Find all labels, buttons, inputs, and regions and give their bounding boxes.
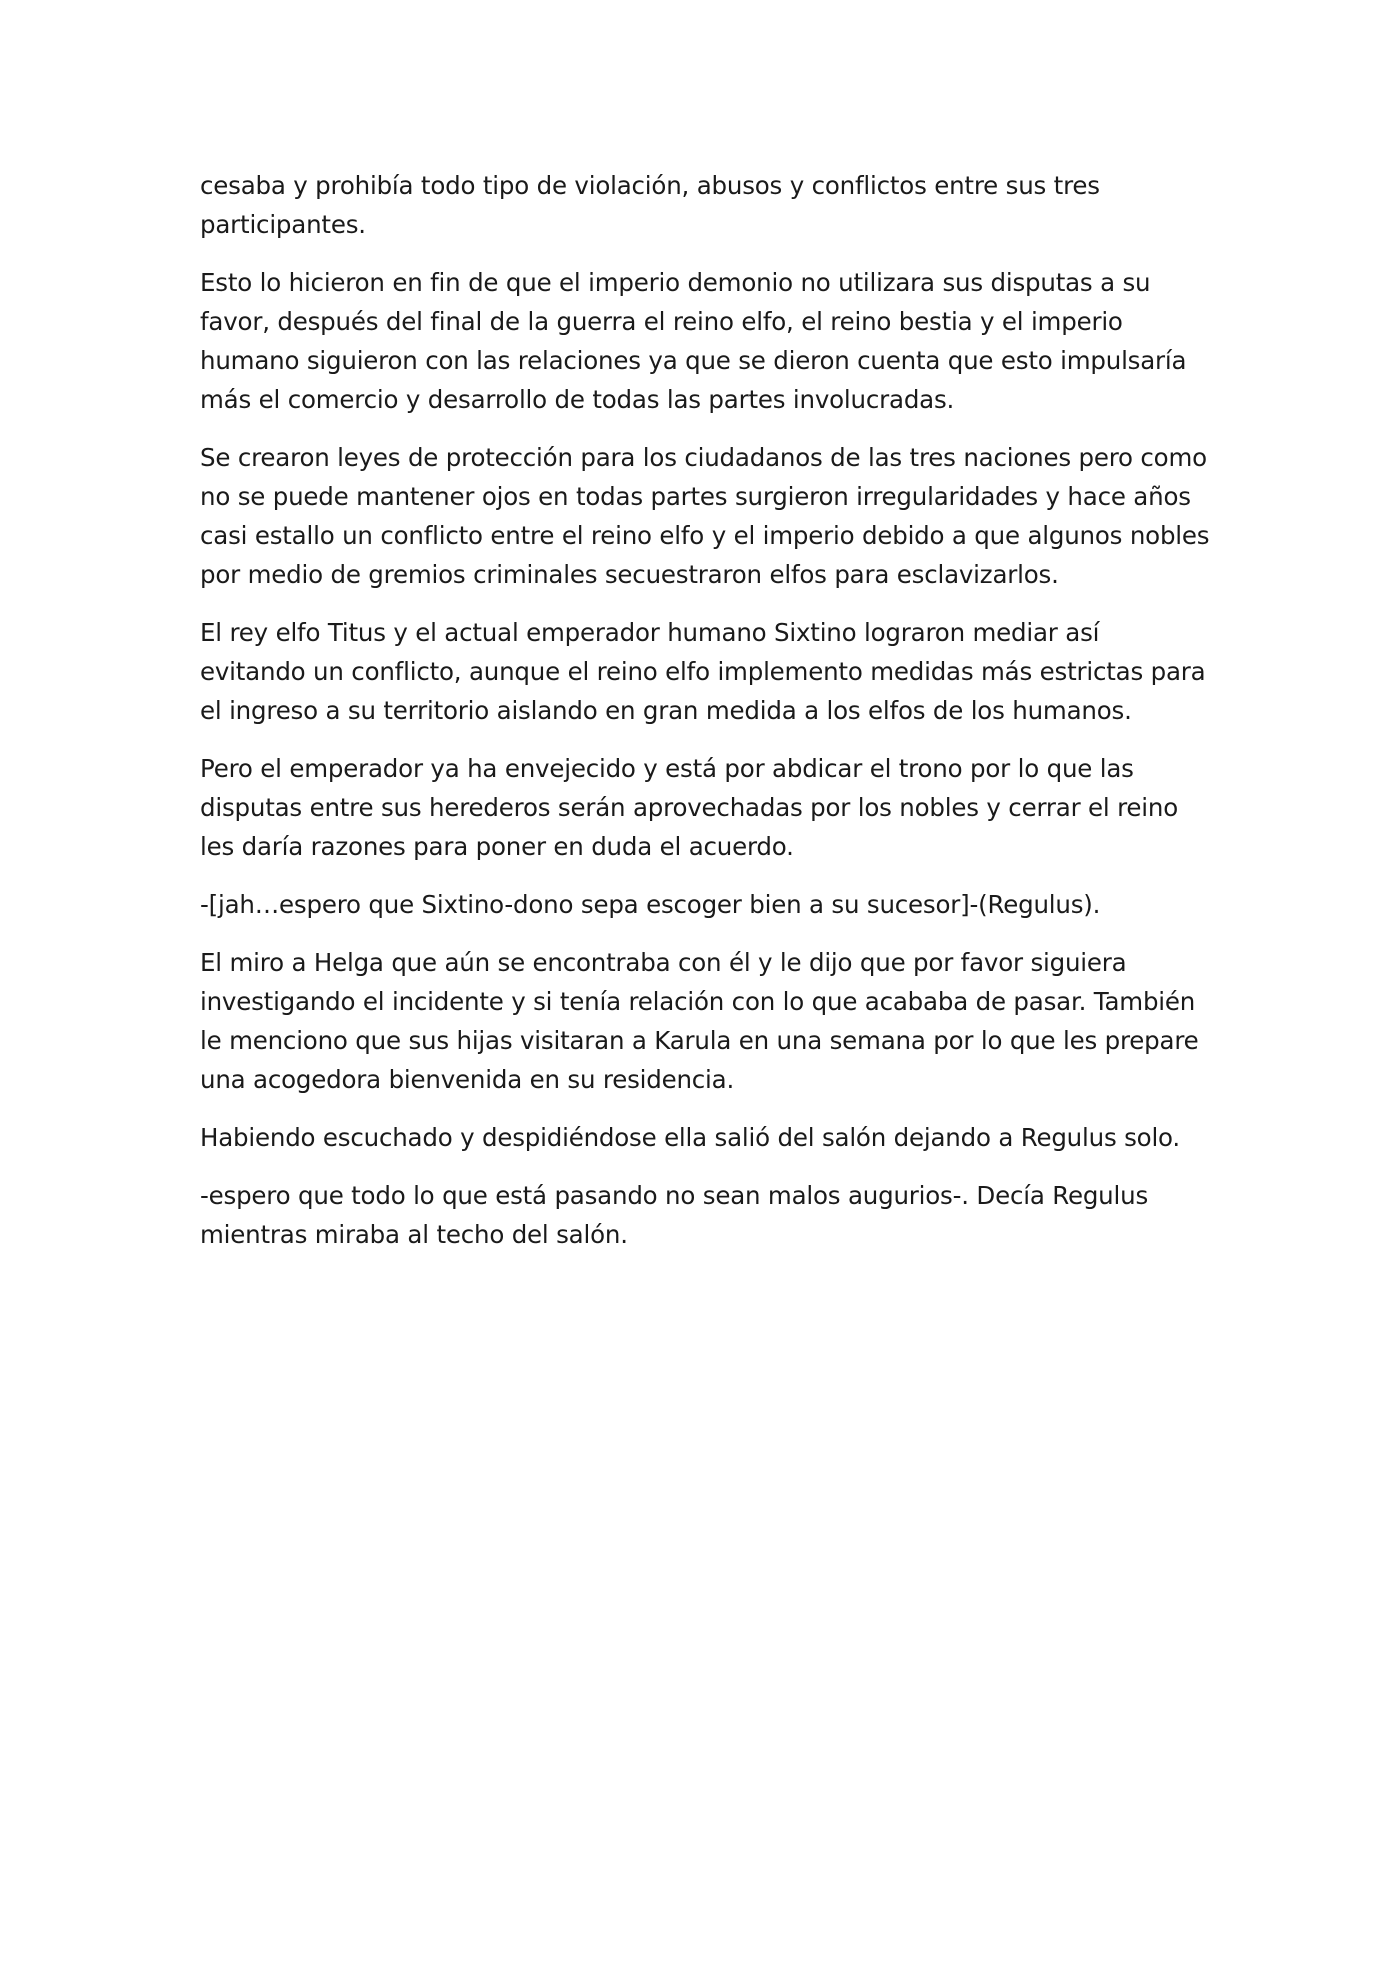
- paragraph: El miro a Helga que aún se encontraba con él y le dijo que por favor siguiera investigando el incidente y si tenía relación con lo que acababa de pasar. También le menciono que sus hijas visitaran a Karula en una semana por lo que les prepare una acogedora bienvenida en su residencia.: [200, 948, 1199, 1094]
- paragraph: Esto lo hicieron en fin de que el imperio demonio no utilizara sus disputas a su favor, después del final de la guerra el reino elfo, el reino bestia y el imperio humano siguieron con las relaciones ya que se dieron cuenta que esto impulsaría más el comercio y desarrollo de todas las partes involucradas.: [200, 268, 1187, 414]
- paragraph: El rey elfo Titus y el actual emperador humano Sixtino lograron mediar así evitando un conflicto, aunque el reino elfo implemento medidas más estrictas para el ingreso a su territorio aislando en gran medida a los elfos de los humanos.: [200, 618, 1206, 725]
- paragraph: cesaba y prohibía todo tipo de violación, abusos y conflictos entre sus tres participantes.: [200, 171, 1100, 239]
- paragraph-dialogue: -espero que todo lo que está pasando no sean malos augurios-. Decía Regulus mientras miraba al techo del salón.: [200, 1181, 1149, 1249]
- paragraph-dialogue: -[jah…espero que Sixtino-dono sepa escoger bien a su sucesor]-(Regulus).: [200, 890, 1101, 919]
- paragraph: Habiendo escuchado y despidiéndose ella salió del salón dejando a Regulus solo.: [200, 1123, 1181, 1152]
- document-body: [200, 166, 1210, 1273]
- paragraph: Se crearon leyes de protección para los ciudadanos de las tres naciones pero como no se puede mantener ojos en todas partes surgieron irregularidades y hace años casi estallo un conflicto entre el reino elfo y el imperio debido a que algunos nobles por medio de gremios criminales secuestraron elfos para esclavizarlos.: [200, 443, 1210, 589]
- paragraph: Pero el emperador ya ha envejecido y está por abdicar el trono por lo que las disputas entre sus herederos serán aprovechadas por los nobles y cerrar el reino les daría razones para poner en duda el acuerdo.: [200, 754, 1179, 861]
